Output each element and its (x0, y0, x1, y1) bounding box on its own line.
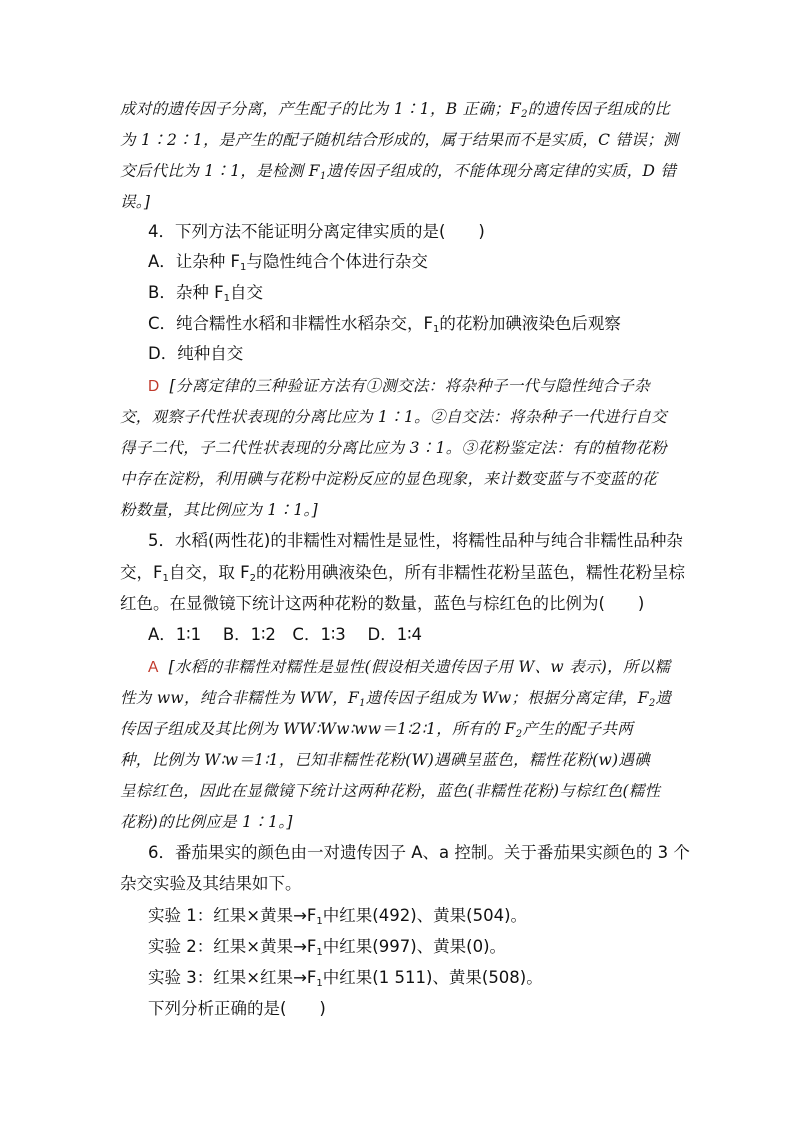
line: 花粉)的比例应是 1∶1。] (120, 813, 293, 831)
line: 误。] (120, 193, 151, 211)
question-stem: 下列分析正确的是( ) (148, 999, 326, 1018)
line: 种，比例为 W∶w＝1∶1，已知非糯性花粉(W)遇碘呈蓝色，糯性花粉(w)遇碘 (120, 751, 651, 769)
options-row: A．1∶1 B．1∶2 C．1∶3 D．1∶4 (148, 625, 422, 644)
experiment-3: 实验 3：红果×红果$\to F_1$中红果(1 511)、黄果(508)。 (148, 968, 543, 989)
line: 呈棕红色，因此在显微镜下统计这两种花粉，蓝色(非糯性花粉)与棕红色(糯性 (120, 782, 661, 800)
experiment-1: 实验 1：红果×黄果$\to F_1$中红果(492)、黄果(504)。 (148, 906, 528, 927)
line: 为 1∶2∶1，是产生的配子随机结合形成的，属于结果而不是实质，C 错误；测 (120, 131, 679, 149)
line: 成对的遗传因子分离，产生配子的比为 1∶1，B 正确；$F_2$的遗传因子组成的比 (120, 100, 670, 120)
line: 粉数量，其比例应为 1∶1。] (120, 501, 318, 519)
question-5: 5．水稻(两性花)的非糯性对糯性是显性，将糯性品种与纯合非糯性品种杂 (148, 531, 683, 550)
answer-line: A [水稻的非糯性对糯性是显性(假设相关遗传因子用 W、w 表示)，所以糯 (148, 658, 671, 676)
line: 得子二代，子二代性状表现的分离比应为 3∶1。③花粉鉴定法：有的植物花粉 (120, 439, 667, 457)
answer-letter: A (148, 659, 159, 676)
experiment-2: 实验 2：红果×黄果$\to F_1$中红果(997)、黄果(0)。 (148, 937, 507, 958)
option-a: A．让杂种 $F_1$与隐性纯合个体进行杂交 (148, 252, 428, 273)
question-4: 4．下列方法不能证明分离定律实质的是( ) (148, 222, 485, 241)
answer-letter: D (148, 378, 160, 395)
option-d: D．纯种自交 (148, 344, 244, 363)
line: 中存在淀粉，利用碘与花粉中淀粉反应的显色现象，来计数变蓝与不变蓝的花 (120, 470, 658, 488)
line: 传因子组成及其比例为 WW∶Ww∶ww＝1∶2∶1，所有的 $F_2$产生的配子共两 (120, 720, 634, 740)
line: 交，$F_1$自交，取 $F_2$的花粉用碘液染色，所有非糯性花粉呈蓝色，糯性花粉呈棕 (120, 563, 685, 584)
answer-line: D [分离定律的三种验证方法有①测交法：将杂种子一代与隐性纯合子杂 (148, 377, 650, 395)
question-6: 6．番茄果实的颜色由一对遗传因子 A、a 控制。关于番茄果实颜色的 3 个 (148, 843, 690, 862)
line: 性为 ww，纯合非糯性为 WW，$F_1$遗传因子组成为 Ww；根据分离定律，$F_2$遗 (120, 689, 672, 709)
line: 杂交实验及其结果如下。 (120, 874, 302, 893)
option-c: C．纯合糯性水稻和非糯性水稻杂交，$F_1$的花粉加碘液染色后观察 (148, 314, 621, 335)
line: 红色。在显微镜下统计这两种花粉的数量，蓝色与棕红色的比例为( ) (120, 594, 645, 613)
option-b: B．杂种 $F_1$自交 (148, 283, 263, 304)
line: 交，观察子代性状表现的分离比应为 1∶1。②自交法：将杂种子一代进行自交 (120, 408, 667, 426)
line: 交后代比为 1∶1，是检测 $F_1$遗传因子组成的，不能体现分离定律的实质，D 错 (120, 162, 677, 182)
